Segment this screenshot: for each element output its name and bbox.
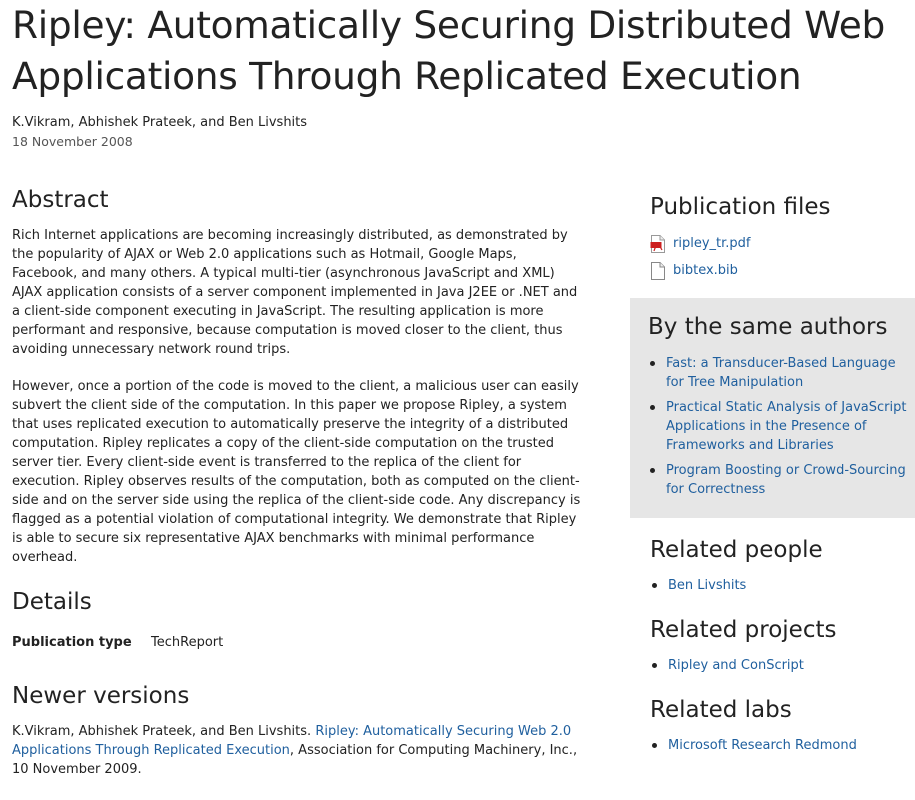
publication-type-value: TechReport xyxy=(151,635,224,650)
details-heading: Details xyxy=(12,589,92,615)
related-projects-heading: Related projects xyxy=(650,617,837,643)
publication-type-label: Publication type xyxy=(12,635,132,650)
related-projects-list xyxy=(650,656,910,675)
same-author-link[interactable]: Program Boosting or Crowd-Sourcing for Correctness xyxy=(666,463,906,497)
same-authors-panel xyxy=(630,298,915,518)
related-lab-link[interactable]: Microsoft Research Redmond xyxy=(668,738,857,753)
list-item xyxy=(650,736,910,755)
list-item xyxy=(648,354,910,392)
same-author-link[interactable]: Practical Static Analysis of JavaScript Applications in the Presence of Frameworks and Libraries xyxy=(666,400,907,453)
related-labs-list xyxy=(650,736,910,755)
same-authors-heading: By the same authors xyxy=(648,314,888,340)
related-people-heading: Related people xyxy=(650,537,823,563)
newer-version-suffix: , Association for Computing Machinery, Inc., 10 November 2009. xyxy=(12,743,578,777)
abstract-paragraph: However, once a portion of the code is moved to the client, a malicious user can easily subvert the client side of the computation. In this paper we propose Ripley, a system that uses replicated execution to automatically preserve the integrity of a distributed computation. Ripley replicates a copy of the client-side computation on the trusted server tier. Every client-side event is transferred to the replica of the client for execution. Ripley observes results of the computation, both as computed on the client-side and on the server side using the replica of the client-side code. Any discrepancy is flagged as a potential violation of computational integrity. We demonstrate that Ripley is able to secure six representative AJAX benchmarks with minimal performance overhead. xyxy=(12,379,581,565)
newer-version-link[interactable]: Ripley: Automatically Securing Web 2.0 Applications Through Replicated Execution xyxy=(12,724,572,758)
file-bib-link[interactable]: bibtex.bib xyxy=(673,263,738,278)
newer-versions-heading: Newer versions xyxy=(12,683,190,709)
page-title: Ripley: Automatically Securing Distributed Web Applications Through Replicated Execution xyxy=(12,3,886,98)
file-pdf-link[interactable]: ripley_tr.pdf xyxy=(673,236,751,251)
document-file-icon xyxy=(650,262,666,280)
newer-version-citation xyxy=(12,722,582,779)
same-authors-list xyxy=(648,354,910,505)
list-item xyxy=(650,576,910,595)
abstract-heading: Abstract xyxy=(12,187,109,213)
list-item xyxy=(648,461,910,499)
abstract-paragraph: Rich Internet applications are becoming increasingly distributed, as demonstrated by the popularity of AJAX or Web 2.0 applications such as Hotmail, Google Maps, Facebook, and many others. A typical multi-tier (asynchronous JavaScript and XML) AJAX application consists of a server component implemented in Java J2EE or .NET and a client-side component executing in JavaScript. The resulting application is more performant and responsive, because computation is moved closer to the client, thus avoiding unnecessary network round trips. xyxy=(12,228,578,357)
authors-line: K.Vikram, Abhishek Prateek, and Ben Livshits xyxy=(12,115,308,130)
related-person-link[interactable]: Ben Livshits xyxy=(668,578,747,593)
list-item xyxy=(650,656,910,675)
related-project-link[interactable]: Ripley and ConScript xyxy=(668,658,804,673)
publication-files-heading: Publication files xyxy=(650,194,831,220)
pdf-file-icon xyxy=(650,235,666,253)
newer-version-authors: K.Vikram, Abhishek Prateek, and Ben Livshits. xyxy=(12,724,316,739)
related-labs-heading: Related labs xyxy=(650,697,792,723)
related-people-list xyxy=(650,576,910,595)
publication-type-row xyxy=(12,634,582,652)
file-pdf-row xyxy=(650,235,750,253)
file-bib-row xyxy=(650,262,738,280)
list-item xyxy=(648,398,910,455)
publication-date: 18 November 2008 xyxy=(12,134,133,149)
same-author-link[interactable]: Fast: a Transducer-Based Language for Tree Manipulation xyxy=(666,356,896,390)
